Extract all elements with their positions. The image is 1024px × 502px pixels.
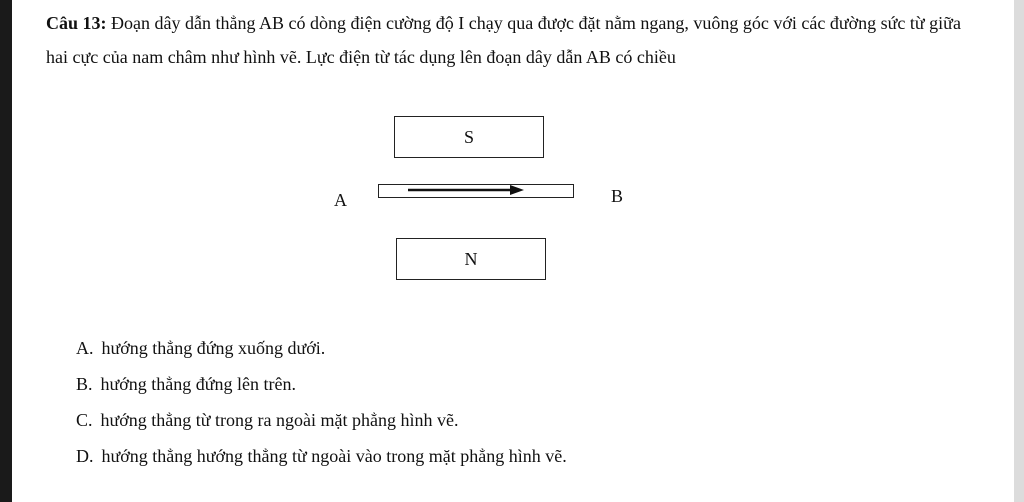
option-letter: C. [76, 410, 93, 430]
north-pole-label: N [464, 248, 478, 269]
question-number: Câu 13: [46, 13, 107, 33]
left-border [0, 0, 12, 502]
option-letter: B. [76, 374, 93, 394]
wire-end-b-label: B [611, 186, 624, 206]
wire-end-a-label: A [334, 190, 347, 210]
option-text: hướng thẳng đứng xuống dưới. [101, 338, 326, 358]
option-text: hướng thẳng hướng thẳng từ ngoài vào trong mặt phẳng hình vẽ. [101, 446, 567, 466]
question-body: Đoạn dây dẫn thẳng AB có dòng điện cường độ I chạy qua được đặt nằm ngang, vuông góc với các đường sức từ giữa hai cực của nam châm như hình vẽ. Lực điện từ tác dụng lên đoạn dây dẫn AB có chiều [46, 13, 961, 67]
option-letter: D. [76, 446, 94, 466]
question-text [46, 6, 976, 74]
south-pole-label: S [463, 126, 474, 147]
answer-options [76, 330, 567, 474]
magnet-south-pole [394, 116, 544, 158]
right-border [1014, 0, 1024, 502]
option-letter: A. [76, 338, 94, 358]
option-d[interactable] [76, 438, 567, 474]
option-text: hướng thẳng từ trong ra ngoài mặt phẳng hình vẽ. [100, 410, 459, 430]
current-arrow-icon [408, 184, 528, 198]
option-a[interactable] [76, 330, 567, 366]
option-c[interactable] [76, 402, 567, 438]
option-text: hướng thẳng đứng lên trên. [100, 374, 297, 394]
magnet-north-pole [396, 238, 546, 280]
option-b[interactable] [76, 366, 567, 402]
